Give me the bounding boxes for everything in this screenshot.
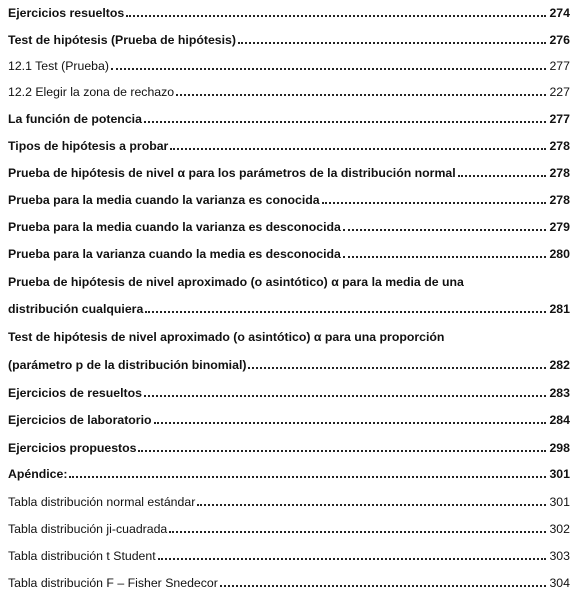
leader-dots — [170, 145, 546, 150]
page-number: 281 — [549, 302, 570, 316]
page-number: 284 — [549, 413, 570, 427]
page-number: 276 — [549, 33, 570, 47]
toc-entry — [8, 6, 570, 21]
leader-dots — [111, 65, 546, 70]
leader-dots — [69, 473, 546, 478]
leader-dots — [154, 419, 546, 424]
page-number: 301 — [549, 495, 570, 509]
toc-entry — [8, 467, 570, 482]
leader-dots — [176, 91, 546, 96]
toc-entry — [8, 33, 570, 48]
page-number: 283 — [549, 386, 570, 400]
page-number: 282 — [549, 358, 570, 372]
leader-dots — [145, 308, 546, 313]
toc-entry — [8, 247, 570, 262]
toc-entry — [8, 522, 570, 537]
page-number: 277 — [549, 112, 570, 126]
page-number: 280 — [549, 247, 570, 261]
entry-title: Tabla distribución ji-cuadrada — [8, 522, 168, 536]
leader-dots — [144, 118, 546, 123]
entry-title: Prueba para la media cuando la varianza es desconocida — [8, 220, 341, 234]
toc-entry — [8, 413, 570, 428]
leader-dots — [169, 528, 546, 533]
entry-title: Tabla distribución t Student — [8, 549, 156, 563]
leader-dots — [322, 199, 546, 204]
page-number: 227 — [549, 85, 570, 99]
page-number: 278 — [549, 166, 570, 180]
entry-title: Ejercicios de laboratorio — [8, 413, 152, 427]
page-number: 298 — [549, 441, 570, 455]
page-number: 274 — [549, 6, 570, 20]
toc-entry — [8, 139, 570, 154]
page-number: 302 — [549, 522, 570, 536]
toc-entry — [8, 549, 570, 564]
toc-entry — [8, 220, 570, 235]
page-number: 279 — [549, 220, 570, 234]
entry-title: 12.1 Test (Prueba) — [8, 59, 109, 73]
entry-title: Prueba para la media cuando la varianza es conocida — [8, 193, 320, 207]
toc-entry — [8, 576, 570, 591]
entry-title: Apéndice: — [8, 467, 68, 481]
entry-title: Ejercicios propuestos — [8, 441, 137, 455]
leader-dots — [238, 39, 546, 44]
toc-entry — [8, 112, 570, 127]
entry-title: Ejercicios resueltos — [8, 6, 125, 20]
entry-title-continuation: (parámetro p de la distribución binomial) — [8, 358, 247, 372]
leader-dots — [126, 12, 546, 17]
leader-dots — [220, 582, 546, 587]
page-number: 304 — [549, 576, 570, 590]
entry-title-line1: Prueba de hipótesis de nivel aproximado (o asintótico) α para la media de una — [8, 275, 464, 289]
leader-dots — [138, 447, 546, 452]
leader-dots — [343, 253, 546, 258]
entry-title: Test de hipótesis (Prueba de hipótesis) — [8, 33, 236, 47]
toc-entry — [8, 59, 570, 74]
leader-dots — [458, 172, 546, 177]
entry-title: Ejercicios de resueltos — [8, 386, 142, 400]
entry-title: Tipos de hipótesis a probar — [8, 139, 169, 153]
page-number: 278 — [549, 139, 570, 153]
toc-entry — [8, 302, 570, 317]
toc-entry — [8, 386, 570, 401]
toc-entry — [8, 441, 570, 456]
page-number: 278 — [549, 193, 570, 207]
entry-title: Tabla distribución F – Fisher Snedecor — [8, 576, 218, 590]
leader-dots — [144, 392, 546, 397]
toc-entry — [8, 495, 570, 510]
entry-title: Prueba para la varianza cuando la media es desconocida — [8, 247, 341, 261]
toc-entry — [8, 358, 570, 373]
entry-title-continuation: distribución cualquiera — [8, 302, 144, 316]
page-number: 301 — [549, 467, 570, 481]
page-number: 277 — [549, 59, 570, 73]
leader-dots — [248, 364, 546, 369]
leader-dots — [197, 501, 546, 506]
entry-title: La función de potencia — [8, 112, 142, 126]
leader-dots — [343, 226, 546, 231]
page-number: 303 — [549, 549, 570, 563]
toc-entry — [8, 166, 570, 181]
leader-dots — [158, 555, 546, 560]
entry-title: Tabla distribución normal estándar — [8, 495, 196, 509]
entry-title-line1: Test de hipótesis de nivel aproximado (o asintótico) α para una proporción — [8, 330, 445, 344]
toc-entry — [8, 193, 570, 208]
entry-title: Prueba de hipótesis de nivel α para los parámetros de la distribución normal — [8, 166, 456, 180]
entry-title: 12.2 Elegir la zona de rechazo — [8, 85, 175, 99]
toc-entry — [8, 85, 570, 100]
